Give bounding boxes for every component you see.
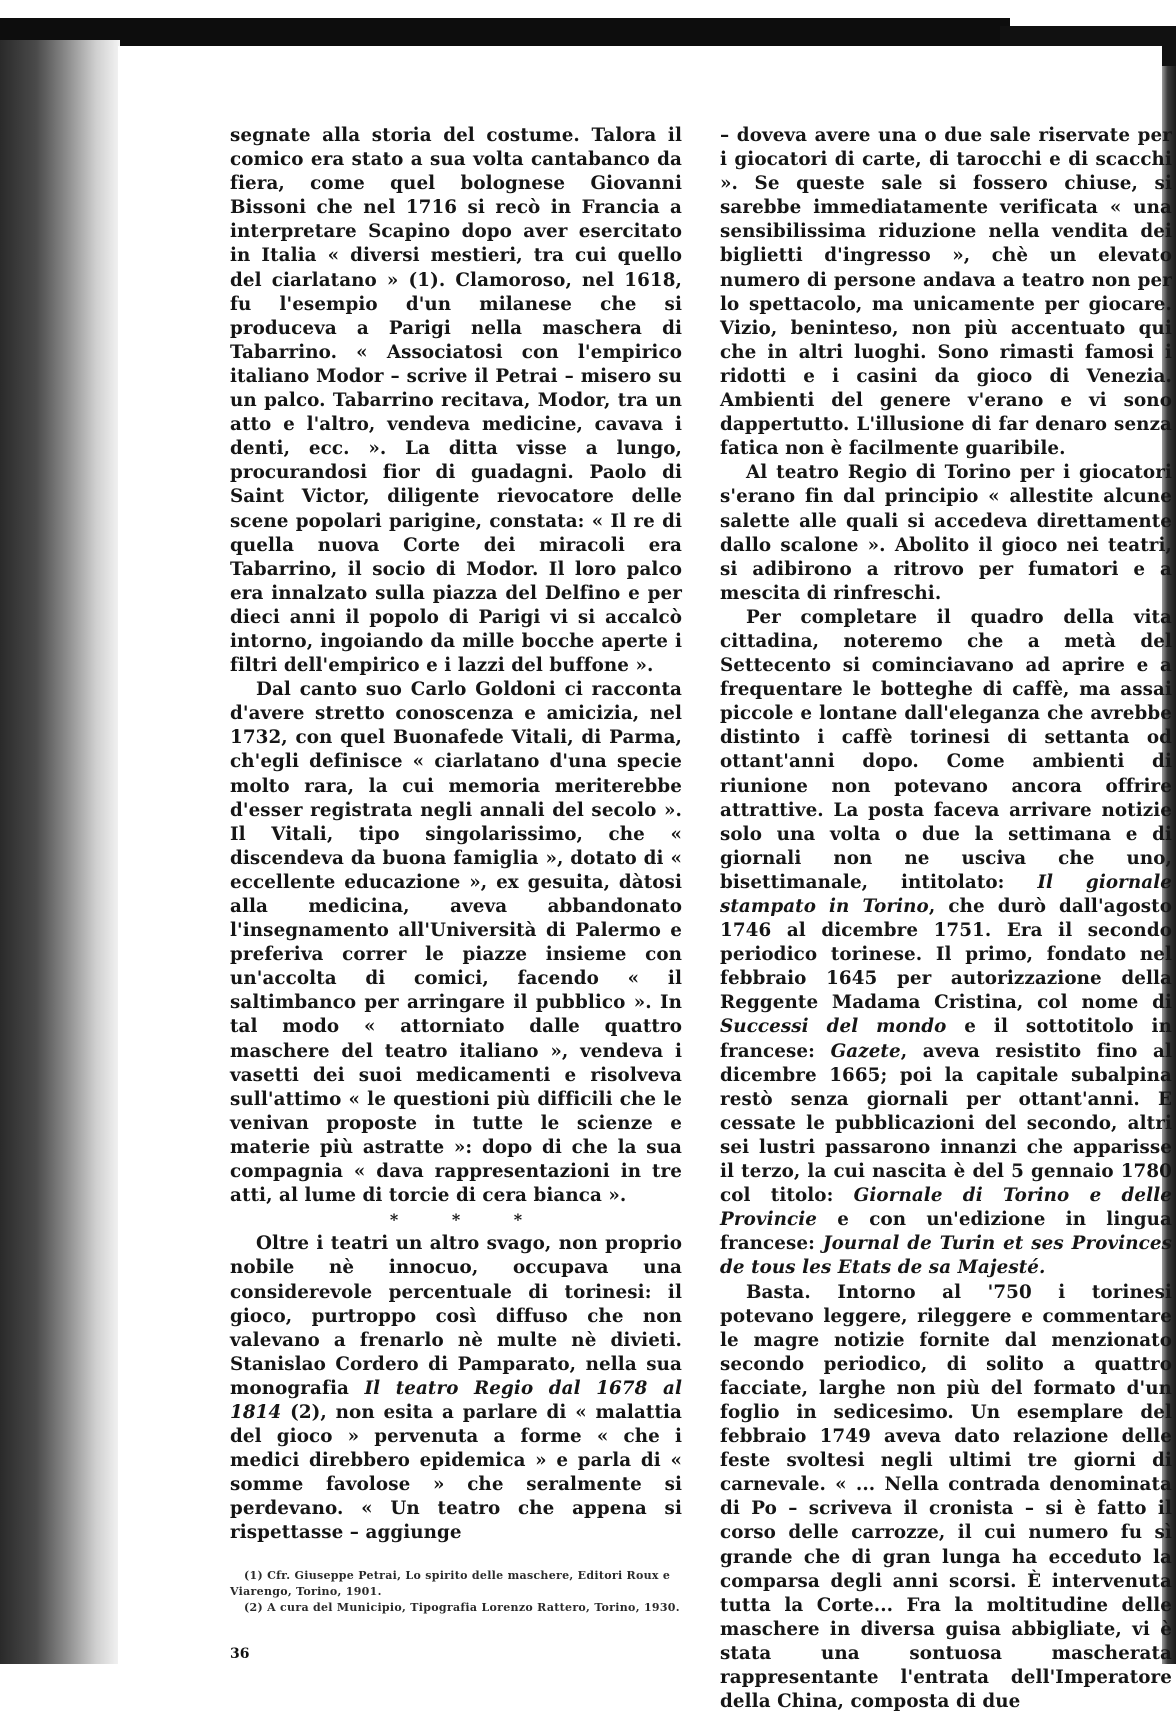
paragraph-right-3-c: e il sottotitolo in francese: [720, 1016, 1172, 1061]
title-gazete: Gazete [831, 1041, 901, 1062]
paragraph-right-3-a: Per completare il quadro della vita cittadina, noteremo che a metà del Settecento si cominciavano ad aprire e a frequentare le botteghe di caffè, ma assai piccole e lontane dall'eleganza che avrebbe distinto i caffè torinesi di settanta od ottant'anni dopo. Come ambienti di riunione non potevano ancora offrire attrattive. La posta faceva arrivare notizie solo una volta o due la settimana e di giornali non ne usciva che uno, bisettimanale, intitolato: [720, 607, 1172, 893]
paragraph-right-3-b: , che durò dall'agosto 1746 al dicembre 1751. Era il secondo periodico torinese. Il primo, fondato nel febbraio 1645 per autorizzazione della Reggente Madama Cristina, col nome di [720, 896, 1172, 1013]
book-page [118, 46, 1162, 1664]
left-column [230, 124, 682, 1546]
paragraph-right-3 [720, 606, 1172, 1281]
title-successi-del-mondo: Successi del mondo [720, 1016, 946, 1037]
footnote-1: (1) Cfr. Giuseppe Petrai, Lo spirito delle maschere, Editori Roux e Viarengo, Torino, 1901. [230, 1568, 682, 1600]
footnotes [230, 1568, 682, 1616]
paragraph-right-3-e: e con un'edizione in lingua francese: [720, 1209, 1172, 1254]
paragraph-right-4: Basta. Intorno al '750 i torinesi potevano leggere, rileggere e commentare le magre notizie fornite dal menzionato secondo periodico, di solito a quattro facciate, larghe non più del formato d'un foglio in sedicesimo. Un esemplare del febbraio 1749 aveva dato relazione delle feste svoltesi negli ultimi tre giorni di carnevale. « ... Nella contrada denominata di Po – scriveva il cronista – si è fatto il corso delle carrozze, il cui numero fu sì grande che di gran lunga ha ecceduto la comparsa degli anni scorsi. È intervenuta tutta la Corte... Fra la moltitudine delle maschere in diversa guisa abbigliate, vi è stata una sontuosa mascherata rappresentante l'entrata dell'Imperatore della China, composta di due [720, 1281, 1172, 1714]
section-break: * * * [230, 1208, 682, 1232]
scan-shadow-left [0, 40, 120, 1664]
title-journal-de-turin: Journal de Turin et ses Provinces de tous les Etats de sa Majesté. [720, 1233, 1172, 1278]
paragraph-left-3-b: (2), non esita a parlare di « malattia del gioco » pervenuta a forme « che i medici direbbero epidemica » e parla di « somme favolose » che seralmente si perdevano. « Un teatro che appena si rispettasse – aggiunge [230, 1402, 682, 1543]
page-number: 36 [230, 1646, 249, 1662]
book-title-teatro-regio: Il teatro Regio dal 1678 al 1814 [230, 1378, 682, 1423]
paragraph-left-3-a: Oltre i teatri un altro svago, non proprio nobile nè innocuo, occupava una considerevole percentuale di torinesi: il gioco, purtroppo così diffuso che non valevano a frenarlo nè multe nè divieti. Stanislao Cordero di Pamparato, nella sua monografia [230, 1233, 682, 1399]
paragraph-left-1: segnate alla storia del costume. Talora il comico era stato a sua volta cantabanco da fiera, come quel bolognese Giovanni Bissoni che nel 1716 si recò in Francia a interpretare Scapino dopo aver esercitato in Italia « diversi mestieri, tra cui quello del ciarlatano » (1). Clamoroso, nel 1618, fu l'esempio d'un milanese che si produceva a Parigi nella maschera di Tabarrino. « Associatosi con l'empirico italiano Modor – scrive il Petrai – misero su un palco. Tabarrino recitava, Modor, tra un atto e l'altro, vendeva medicine, cavava i denti, ecc. ». La ditta visse a lungo, procurandosi fior di guadagni. Paolo di Saint Victor, diligente rievocatore delle scene popolari parigine, constata: « Il re di quella nuova Corte dei miracoli era Tabarrino, il socio di Modor. Il loro palco era innalzato sulla piazza del Delfino e per dieci anni il popolo di Parigi vi si accalcò intorno, ingoiando da mille bocche aperte i filtri dell'empirico e i lazzi del buffone ». [230, 124, 682, 678]
paragraph-right-1: – doveva avere una o due sale riservate per i giocatori di carte, di tarocchi e di scacchi ». Se queste sale si fossero chiuse, si sarebbe immediatamente verificata « una sensibilissima riduzione nella vendita dei biglietti d'ingresso », chè un elevato numero di persone andava a teatro non per lo spettacolo, ma unicamente per giocare. Vizio, beninteso, non più accentuato qui che in altri luoghi. Sono rimasti famosi i ridotti e i casini da gioco di Venezia. Ambienti del genere v'erano e vi sono dappertutto. L'illusione di far denaro senza fatica non è facilmente guaribile. [720, 124, 1172, 461]
title-giornale-stampato: Il giornale stampato in Torino [720, 872, 1172, 917]
paragraph-left-3 [230, 1232, 682, 1545]
footnote-2: (2) A cura del Municipio, Tipografia Lorenzo Rattero, Torino, 1930. [230, 1600, 682, 1616]
paragraph-left-2: Dal canto suo Carlo Goldoni ci racconta d'avere stretto conoscenza e amicizia, nel 1732, con quel Buonafede Vitali, di Parma, ch'egli definisce « ciarlatano d'una specie molto rara, la cui memoria meriterebbe d'esser registrata negli annali del secolo ». Il Vitali, tipo singolarissimo, che « discendeva da buona famiglia », dotato di « eccellente educazione », ex gesuita, dàtosi alla medicina, aveva abbandonato l'insegnamento all'Università di Palermo e preferiva correr le piazze insieme con un'accolta di comici, facendo « il saltimbanco per arringare il pubblico ». In tal modo « attorniato dalle quattro maschere del teatro italiano », vendeva i vasetti dei suoi medicamenti e risolveva sull'attimo « le questioni più difficili che le venivan proposte in tutte le scienze e materie più astratte »: dopo di che la sua compagnia « dava rappresentazioni in tre atti, al lume di torcie di cera bianca ». [230, 678, 682, 1208]
title-giornale-di-torino: Giornale di Torino e delle Provincie [720, 1185, 1172, 1230]
right-column [720, 124, 1172, 1714]
paragraph-right-3-d: , aveva resistito fino al dicembre 1665; poi la capitale subalpina restò senza giornali per ottant'anni. E cessate le pubblicazioni del secondo, altri sei lustri passarono innanzi che apparisse il terzo, la cui nascita è del 5 gennaio 1780 col titolo: [720, 1041, 1172, 1207]
paragraph-right-2: Al teatro Regio di Torino per i giocatori s'erano fin dal principio « allestite alcune salette alle quali si accedeva direttamente dallo scalone ». Abolito il gioco nei teatri, si adibirono a ritrovo per fumatori e a mescita di rinfreschi. [720, 461, 1172, 606]
scan-border-top [0, 18, 1010, 46]
